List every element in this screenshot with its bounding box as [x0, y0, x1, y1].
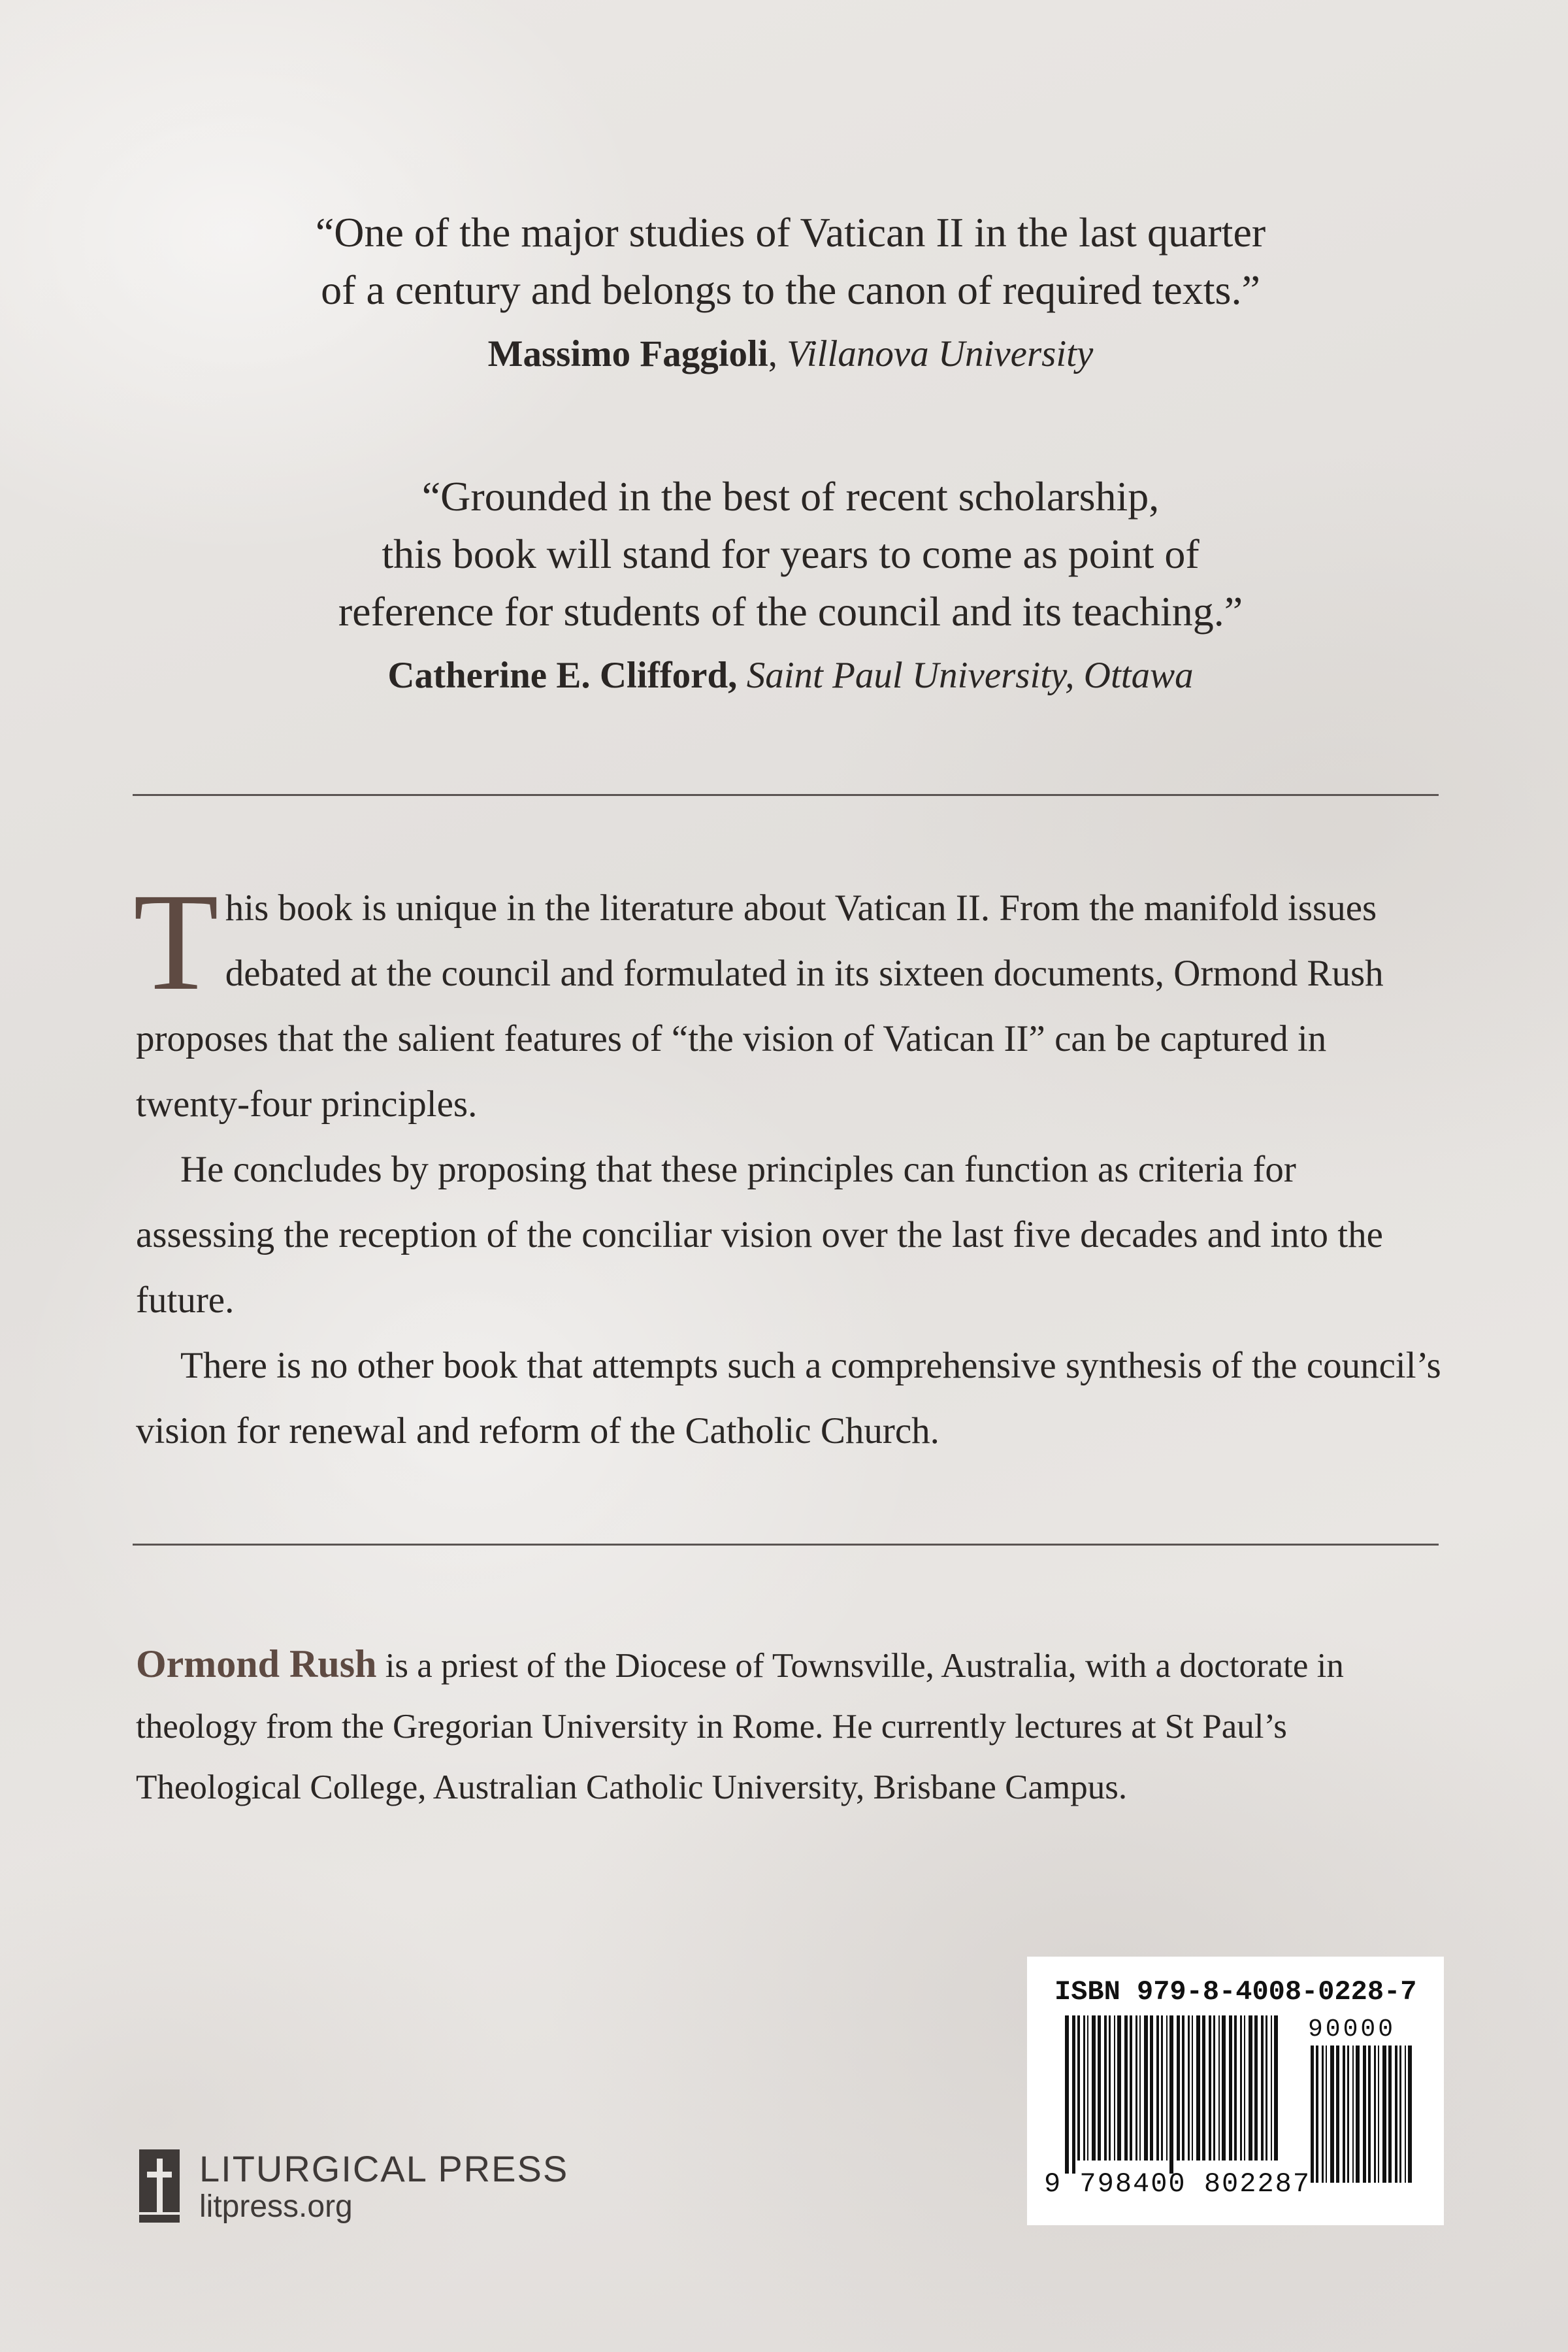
barcode-bar: [1083, 2015, 1085, 2161]
book-description: [133, 865, 1443, 1464]
barcode-bar: [1092, 2015, 1096, 2161]
endorsement-quote: “One of the major studies of Vatican II in the last quarter of a century and belongs to the canon of required texts.”: [315, 209, 1266, 313]
barcode-bar: [1117, 2015, 1121, 2161]
barcode-bar: [1244, 2015, 1245, 2161]
endorser-institution: Villanova University: [787, 333, 1094, 374]
endorser-institution: Saint Paul University, Ottawa: [746, 655, 1194, 696]
barcode-bar: [1135, 2015, 1137, 2161]
endorsement-attribution: [118, 650, 1463, 702]
barcode-bar: [1330, 2046, 1334, 2183]
barcode-bar: [1144, 2015, 1148, 2161]
barcode-bar: [1188, 2015, 1190, 2161]
barcode-bar: [1356, 2046, 1360, 2183]
barcode-bar: [1234, 2015, 1237, 2161]
cross-book-icon: [139, 2149, 180, 2223]
publisher-url: litpress.org: [199, 2189, 353, 2224]
barcode-bar: [1271, 2015, 1272, 2161]
barcode-bar: [1374, 2046, 1376, 2183]
barcode-bar: [1150, 2015, 1153, 2161]
barcode-bar: [1240, 2015, 1242, 2161]
barcode-bar: [1229, 2015, 1232, 2161]
barcode-bar: [1408, 2046, 1412, 2183]
barcode-bar: [1249, 2015, 1252, 2161]
barcode-bar: [1109, 2015, 1111, 2161]
barcode-bar: [1395, 2046, 1397, 2183]
author-bio: [136, 1634, 1416, 1818]
endorsement-faggioli: [118, 204, 1463, 380]
divider-top: [133, 794, 1439, 796]
barcode-bar: [1316, 2046, 1318, 2183]
barcode-bar: [1177, 2015, 1180, 2161]
barcode-bar: [1363, 2046, 1366, 2183]
barcode-bar: [1196, 2015, 1200, 2161]
barcode-bar: [1266, 2015, 1267, 2161]
barcode-bar: [1161, 2015, 1163, 2161]
barcode-bar: [1326, 2046, 1327, 2183]
barcode-bar: [1209, 2015, 1211, 2161]
barcode-bar: [1352, 2046, 1354, 2183]
barcode-bar: [1192, 2015, 1193, 2161]
barcode-digits: 9 798400 802287: [1044, 2168, 1311, 2200]
barcode-bar: [1124, 2015, 1128, 2161]
barcode-bar: [1388, 2046, 1392, 2183]
barcode-bar: [1139, 2015, 1141, 2161]
barcode-bar: [1065, 2015, 1069, 2174]
divider-bottom: [133, 1544, 1439, 1546]
endorser-name: Massimo Faggioli: [487, 333, 768, 374]
barcode-bar: [1087, 2015, 1088, 2161]
author-bio-text: is a priest of the Diocese of Townsville, Australia, with a doctorate in theology from the Gregorian University in Rome. He currently lectures at St Paul’s Theological College, Australian Catholic University, Brisbane Campus.: [136, 1647, 1344, 1806]
description-paragraph-1: This book is unique in the literature about Vatican II. From the manifold issues debated at the council and formulated in its sixteen documents, Ormond Rush proposes that the salient features of “the vision of Vatican II” can be captured in twenty-four principles.: [133, 865, 1384, 1125]
barcode-bar: [1169, 2015, 1173, 2174]
barcode-bar: [1130, 2015, 1132, 2161]
barcode-bar: [1182, 2015, 1184, 2161]
endorsement-clifford: [118, 468, 1463, 702]
barcode-bar: [1166, 2015, 1168, 2161]
barcode-bar: [1218, 2015, 1220, 2161]
attribution-separator: [737, 655, 746, 696]
barcode-bar: [1399, 2046, 1401, 2183]
publisher-name: LITURGICAL PRESS: [199, 2148, 569, 2189]
barcode-bar: [1222, 2015, 1226, 2161]
barcode-bar: [1343, 2046, 1345, 2183]
endorser-name: Catherine E. Clifford,: [387, 655, 738, 696]
barcode-bar: [1405, 2046, 1406, 2183]
barcode-bar: [1347, 2046, 1349, 2183]
price-code: 90000: [1308, 2015, 1396, 2044]
barcode-bar: [1077, 2015, 1080, 2161]
endorsement-quote: “Grounded in the best of recent scholarship, this book will stand for years to come as point of reference for students of the council and its teaching.”: [338, 473, 1243, 635]
barcode-bar: [1311, 2046, 1314, 2183]
barcode-bar: [1098, 2015, 1101, 2161]
publisher-logo: [139, 2145, 569, 2224]
barcode-bars-main: [1065, 2015, 1281, 2174]
barcode-bar: [1202, 2015, 1205, 2161]
endorsement-attribution: [118, 328, 1463, 380]
barcode-bar: [1114, 2015, 1115, 2161]
barcode-bar: [1254, 2015, 1258, 2161]
description-paragraph-2: He concludes by proposing that these principles can function as criteria for assessing the reception of the conciliar vision over the last five decades and into the future.: [136, 1149, 1383, 1321]
barcode-bar: [1213, 2015, 1215, 2161]
drop-cap: T: [133, 865, 219, 1019]
barcode-bars-addon: [1311, 2046, 1415, 2183]
attribution-separator: ,: [768, 333, 787, 374]
barcode-bar: [1336, 2046, 1339, 2183]
barcode-bar: [1274, 2015, 1278, 2161]
barcode-bar: [1261, 2015, 1264, 2161]
isbn-number: ISBN 979-8-4008-0228-7: [1054, 1976, 1417, 2008]
barcode-bar: [1104, 2015, 1107, 2161]
barcode-bar: [1382, 2046, 1386, 2183]
barcode-bar: [1322, 2046, 1324, 2183]
author-name: Ormond Rush: [136, 1642, 377, 1685]
barcode-bar: [1368, 2046, 1371, 2183]
barcode-bar: [1378, 2046, 1379, 2183]
description-paragraph-3: There is no other book that attempts such a comprehensive synthesis of the council’s vision for renewal and reform of the Catholic Church.: [136, 1345, 1441, 1451]
isbn-barcode: [1027, 1957, 1444, 2225]
barcode-bar: [1156, 2015, 1159, 2161]
barcode-bar: [1072, 2015, 1075, 2174]
